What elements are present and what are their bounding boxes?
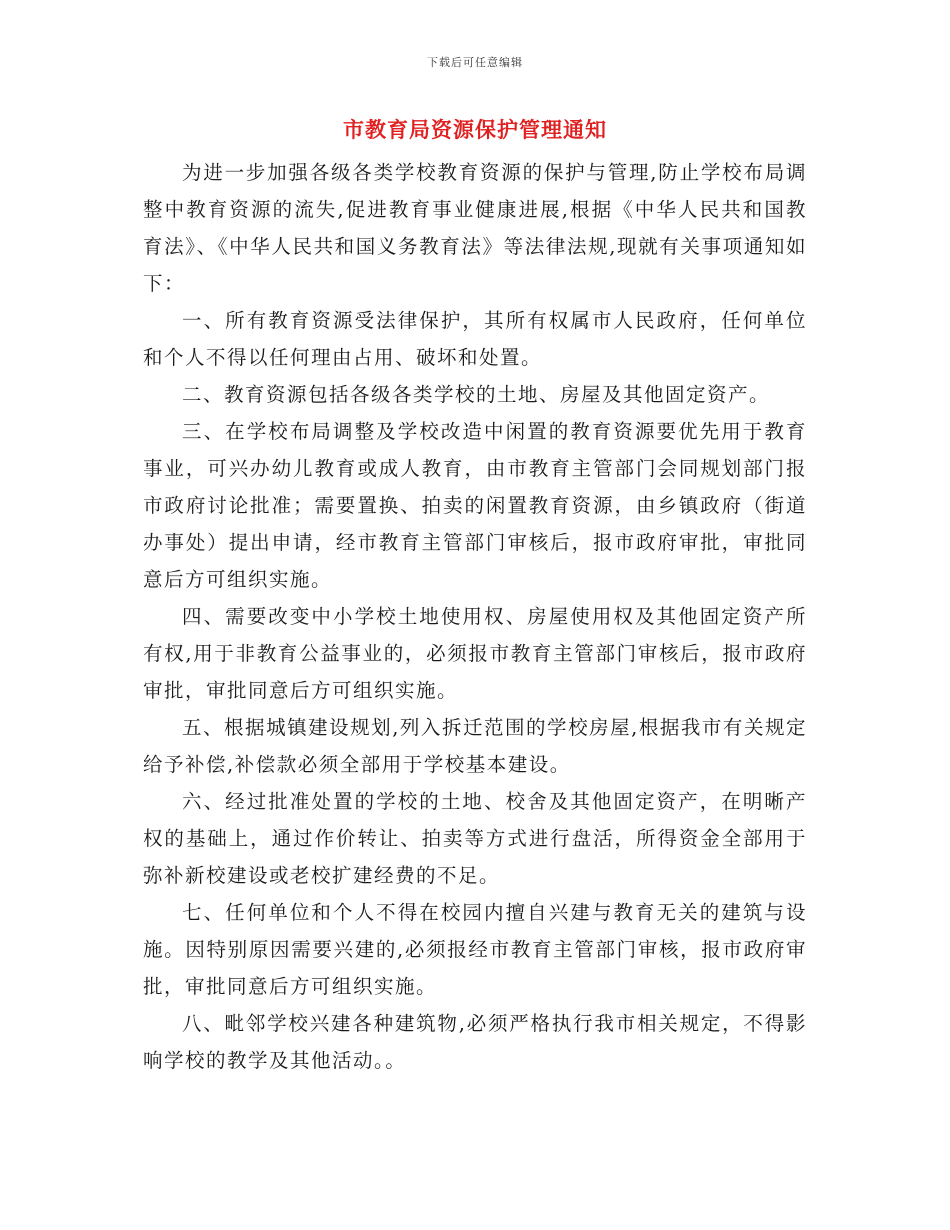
paragraph-item-6: 六、经过批准处置的学校的土地、校舍及其他固定资产，在明晰产权的基础上，通过作价转让、拍卖等方式进行盘活，所得资金全部用于弥补新校建设或老校扩建经费的不足。 [143, 790, 807, 887]
page-header-note: 下载后可任意编辑 [427, 56, 523, 69]
paragraph-intro: 为进一步加强各级各类学校教育资源的保护与管理,防止学校布局调整中教育资源的流失,促进教育事业健康进展,根据《中华人民共和国教育法》、《中华人民共和国义务教育法》等法律法规,现就有关事项通知如下： [143, 161, 807, 295]
document-title: 市教育局资源保护管理通知 [343, 117, 607, 142]
paragraph-item-5: 五、根据城镇建设规划,列入拆迁范围的学校房屋,根据我市有关规定给予补偿,补偿款必须全部用于学校基本建设。 [143, 716, 807, 776]
paragraph-item-4: 四、需要改变中小学校土地使用权、房屋使用权及其他固定资产所有权,用于非教育公益事业的，必须报市教育主管部门审核后，报市政府审批，审批同意后方可组织实施。 [143, 605, 807, 702]
paragraph-item-8: 八、毗邻学校兴建各种建筑物,必须严格执行我市相关规定，不得影响学校的教学及其他活动。。 [143, 1012, 807, 1072]
paragraph-item-3: 三、在学校布局调整及学校改造中闲置的教育资源要优先用于教育事业，可兴办幼儿教育或成人教育，由市教育主管部门会同规划部门报市政府讨论批准；需要置换、拍卖的闲置教育资源，由乡镇政府（街道办事处）提出申请，经市教育主管部门审核后，报市政府审批，审批同意后方可组织实施。 [143, 420, 807, 591]
document-body [143, 154, 807, 1079]
paragraph-item-7: 七、任何单位和个人不得在校园内擅自兴建与教育无关的建筑与设施。因特别原因需要兴建的,必须报经市教育主管部门审核，报市政府审批，审批同意后方可组织实施。 [143, 901, 807, 998]
paragraph-item-2: 二、教育资源包括各级各类学校的土地、房屋及其他固定资产。 [182, 383, 771, 406]
paragraph-item-1: 一、所有教育资源受法律保护，其所有权属市人民政府，任何单位和个人不得以任何理由占用、破坏和处置。 [143, 309, 807, 369]
